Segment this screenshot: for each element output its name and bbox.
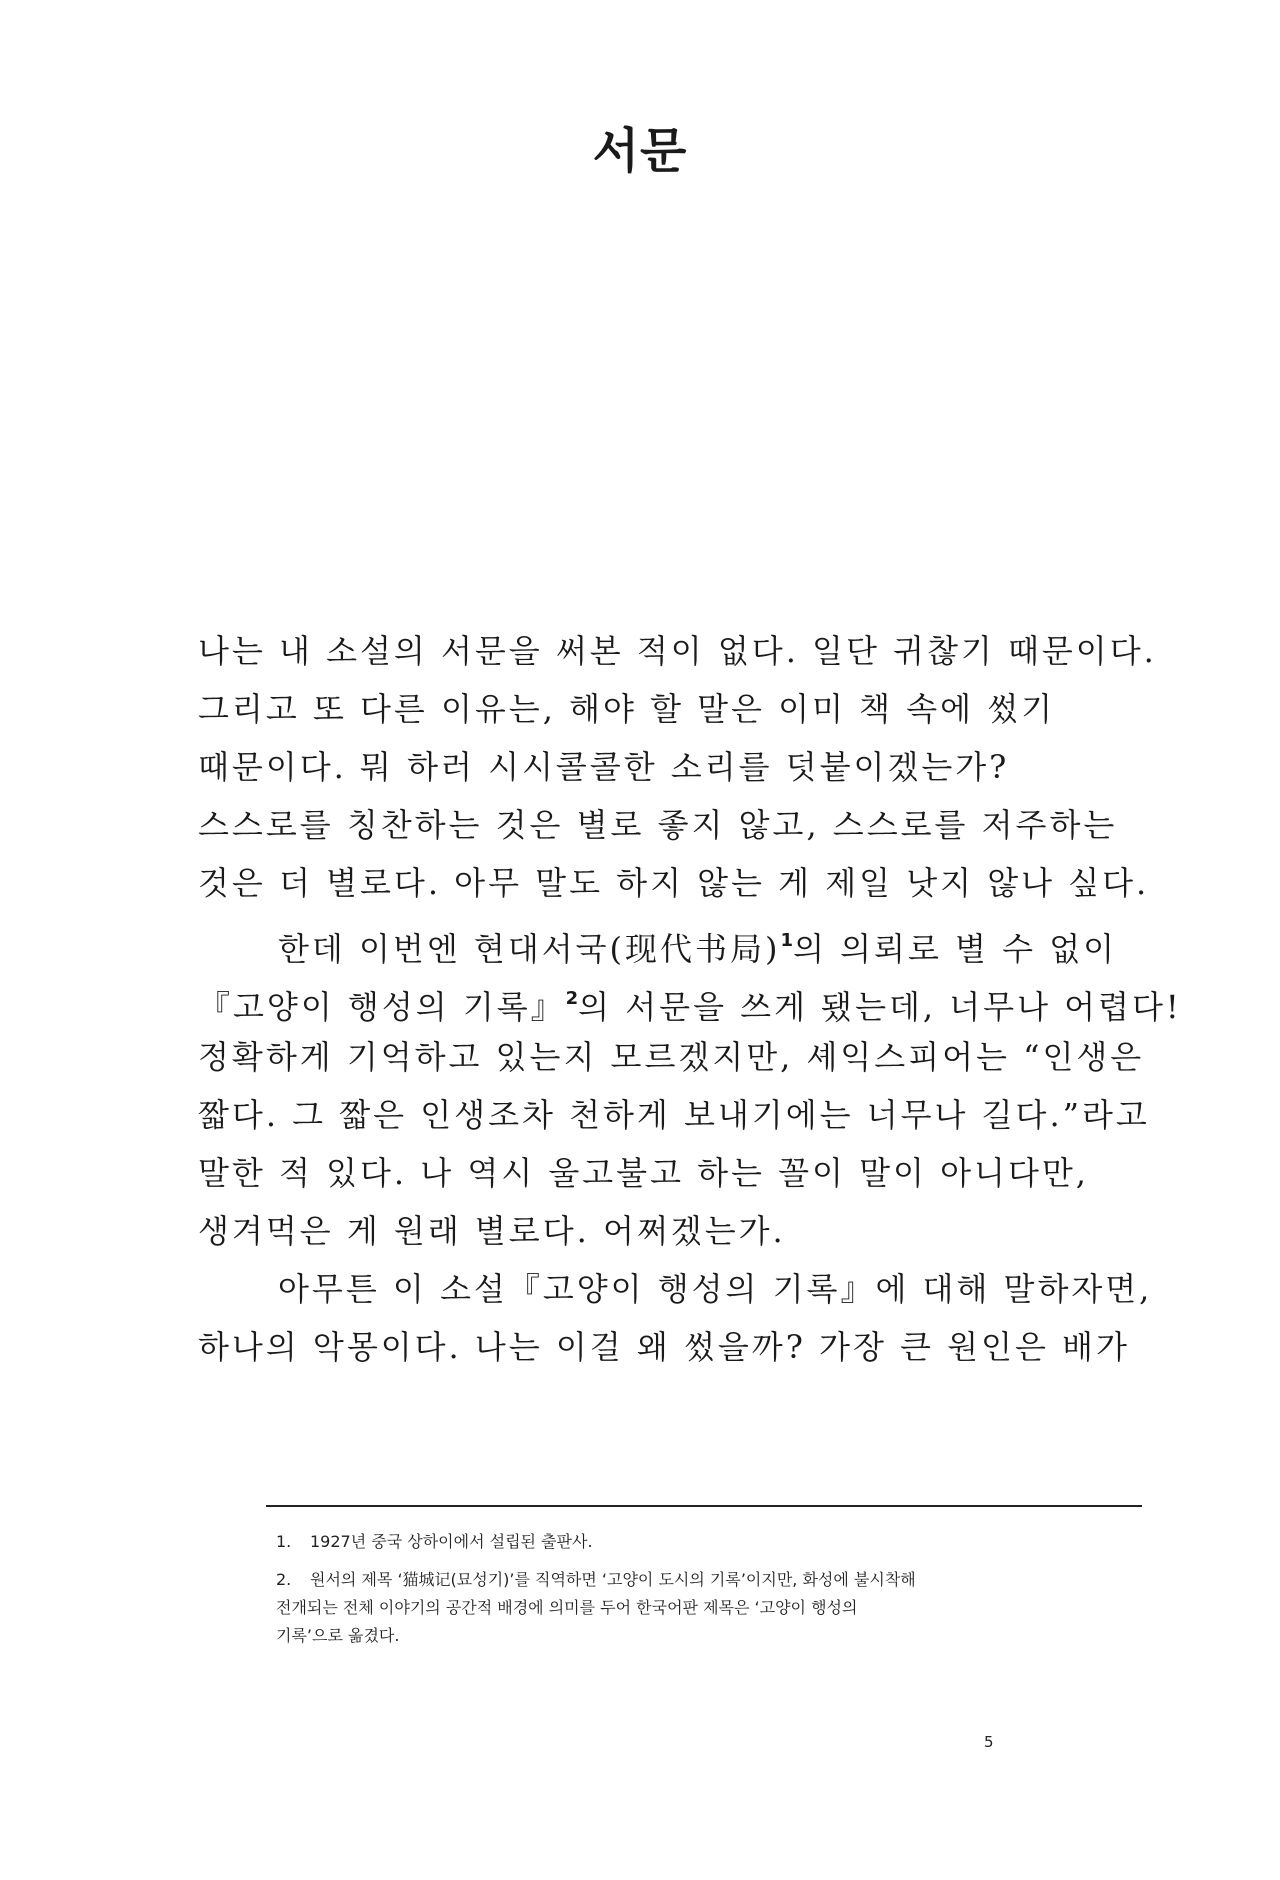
body-text-segment: 의 서문을 쓰게 됐는데, 너무나 어렵다! [578, 988, 1182, 1026]
footnotes [276, 1528, 1156, 1660]
page-title: 서문 [592, 123, 688, 179]
footnote-text: 원서의 제목 ‘猫城记(묘성기)’를 직역하면 ‘고양이 도시의 기록’이지만, 화성에 불시착해 [310, 1570, 916, 1589]
body-line: 하나의 악몽이다. 나는 이걸 왜 썼을까? 가장 큰 원인은 배가 [198, 1328, 1130, 1366]
body-line: 아무튼 이 소설『고양이 행성의 기록』에 대해 말하자면, [278, 1270, 1153, 1308]
footnote-ref-2[interactable]: 2 [565, 988, 579, 1009]
footnote-text: 1927년 중국 상하이에서 설립된 출판사. [310, 1532, 593, 1551]
body-line [198, 970, 1198, 1028]
body-line: 것은 더 별로다. 아무 말도 하지 않는 게 제일 낫지 않나 싶다. [198, 864, 1150, 902]
footnote-ref-1[interactable]: 1 [780, 930, 794, 951]
body-line: 생겨먹은 게 원래 별로다. 어쩌겠는가. [198, 1212, 786, 1250]
body-line [198, 912, 1198, 970]
body-line: 때문이다. 뭐 하러 시시콜콜한 소리를 덧붙이겠는가? [198, 748, 1010, 786]
body-text-segment: 『고양이 행성의 기록』 [198, 988, 566, 1026]
footnote-number: 1. [276, 1532, 292, 1551]
body-line: 말한 적 있다. 나 역시 울고불고 하는 꼴이 말이 아니다만, [198, 1154, 1089, 1192]
footnote-text: 전개되는 전체 이야기의 공간적 배경에 의미를 두어 한국어판 제목은 ‘고양이 행성의 [276, 1598, 858, 1617]
body-line: 짧다. 그 짧은 인생조차 천하게 보내기에는 너무나 길다.”라고 [198, 1096, 1150, 1134]
footnote-number: 2. [276, 1570, 292, 1589]
footnote-divider [266, 1505, 1142, 1507]
body-text-segment: 의 의뢰로 별 수 없이 [793, 930, 1118, 968]
body-line: 그리고 또 다른 이유는, 해야 할 말은 이미 책 속에 썼기 [198, 690, 1056, 728]
body-line: 나는 내 소설의 서문을 써본 적이 없다. 일단 귀찮기 때문이다. [198, 632, 1157, 670]
body-line: 스스로를 칭찬하는 것은 별로 좋지 않고, 스스로를 저주하는 [198, 806, 1118, 844]
footnote-1 [276, 1528, 1156, 1556]
body-line: 정확하게 기억하고 있는지 모르겠지만, 셰익스피어는 “인생은 [198, 1038, 1145, 1076]
footnote-text: 기록’으로 옮겼다. [276, 1626, 400, 1645]
body-text-segment: 한데 이번엔 현대서국(现代书局) [278, 930, 781, 968]
page-number: 5 [984, 1733, 994, 1751]
body-text [198, 622, 1198, 1376]
footnote-2 [276, 1566, 1156, 1650]
